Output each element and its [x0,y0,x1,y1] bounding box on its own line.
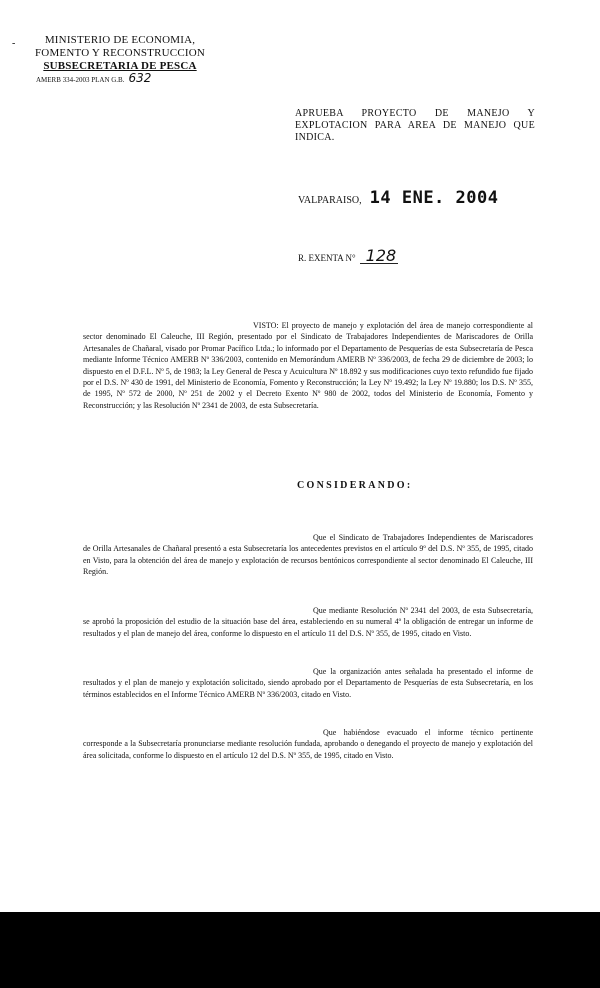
visto-text: VISTO: El proyecto de manejo y explotación del área de manejo correspondiente al sector denominado El Caleuche, III Región, presentado por el Sindicato de Trabajadores Independientes de Mariscadores de Orilla Artesanales de Chañaral, visado por Promar Pacífico Ltda.; lo informado por el Departamento de Pesquerías de esta Subsecretaría de Pesca mediante Informe Técnico AMERB Nº 336/2003, contenido en Memorándum AMERB Nº 336/2003, de fecha 29 de diciembre de 2003; lo dispuesto en el D.F.L. Nº 5, de 1983; la Ley General de Pesca y Acuicultura Nº 18.892 y sus modificaciones cuyo texto refundido fue fijado por el D.S. Nº 430 de 1991, del Ministerio de Economía, Fomento y Reconstrucción; la Ley Nº 19.492; la Ley Nº 19.880; los D.S. Nº 355, de 1995, Nº 572 de 2000, Nº 251 de 2002 y el Decreto Exento Nº 980 de 2002, todos del Ministerio de Economía, Fomento y Reconstrucción; y las Resolución Nº 2341 de 2003, de esta Subsecretaría. [83,321,533,410]
letterhead [20,34,220,85]
paragraph-text: Que mediante Resolución Nº 2341 del 2003, de esta Subsecretaría, se aprobó la proposición del estudio de la situación base del área, estableciendo en su numeral 4º la obligación de entregar un informe de resultados y el plan de manejo del área, conforme lo dispuesto en el artículo 11 del D.S. Nº 355, de 1995, citado en Visto. [83,606,533,638]
paragraph-text: Que habiéndose evacuado el informe técnico pertinente corresponde a la Subsecretaría pronunciarse mediante resolución fundada, aprobando o denegando el proyecto de manejo y explotación del área solicitada, conforme lo dispuesto en el artículo 12 del D.S. Nº 355, de 1995, citado en Visto. [83,728,533,760]
paragraph-text: Que el Sindicato de Trabajadores Independientes de Mariscadores de Orilla Artesanales de Chañaral presentó a esta Subsecretaría los antecedentes previstos en el artículo 9º del D.S. Nº 355, de 1995, citado en Visto, para la obtención del área de manejo y explotación de recursos bentónicos correspondiente al sector denominado El Caleuche, III Región. [83,533,533,577]
considerando-paragraph-4 [83,727,533,761]
visto-paragraph [83,320,533,411]
considerando-paragraph-1 [83,532,533,578]
resolution-number: 128 [360,249,399,264]
ministry-line-2: FOMENTO Y RECONSTRUCCION [34,47,206,59]
document-title: APRUEBA PROYECTO DE MANEJO Y EXPLOTACION PARA AREA DE MANEJO QUE INDICA. [295,108,535,143]
considerando-paragraph-3 [83,666,533,700]
scan-border [0,912,600,988]
resolution-row [298,248,398,266]
paragraph-text: Que la organización antes señalada ha presentado el informe de resultados y el plan de manejo y explotación solicitado, siendo aprobado por el Departamento de Pesquerías de esta Subsecretaría, en los términos establecidos en el Informe Técnico AMERB Nº 336/2003, citado en Visto. [83,667,533,699]
date-stamp: 14 ENE. 2004 [369,188,499,208]
reference-code: AMERB 334-2003 PLAN G.B. [36,76,125,84]
place-label: VALPARAISO, [298,195,362,206]
handwritten-number: 632 [128,71,152,85]
considerando-paragraph-2 [83,605,533,639]
ministry-line-1: MINISTERIO DE ECONOMIA, [44,34,196,46]
resolution-label: R. EXENTA N° [298,253,356,263]
considerando-heading: CONSIDERANDO: [297,480,413,491]
margin-dash: - [12,38,16,49]
place-date-row [298,188,498,208]
reference-row [36,73,220,85]
subsecretaria-line: SUBSECRETARIA DE PESCA [43,60,197,72]
